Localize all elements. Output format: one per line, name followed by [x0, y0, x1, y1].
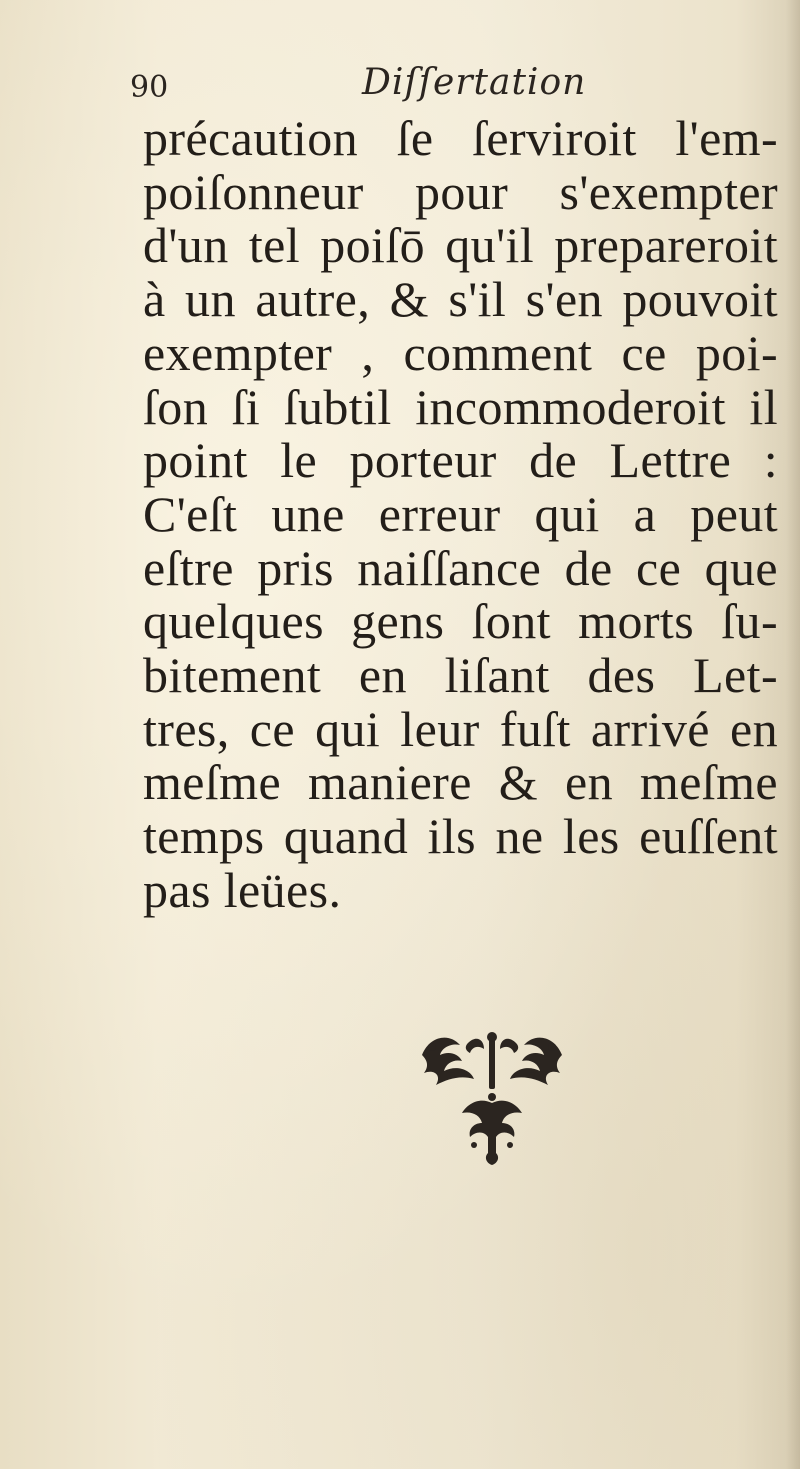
- text-line: ſon ſi ſubtil incommoderoit il: [143, 378, 778, 435]
- text-line: meſme maniere & en meſme: [143, 754, 778, 811]
- running-title: Diſſertation: [362, 62, 587, 103]
- text-line: point le porteur de Lettre :: [143, 432, 778, 489]
- page-number: 90: [130, 70, 169, 105]
- text-line: exempter , comment ce poi-: [143, 324, 778, 381]
- text-line: quelques gens ſont morts ſu-: [143, 593, 778, 650]
- text-line: bitement en liſant des Let-: [143, 647, 778, 704]
- text-line: d'un tel poiſō qu'il prepareroit: [143, 217, 778, 274]
- text-line: à un autre, & s'il s'en pouvoit: [143, 271, 778, 328]
- text-line: précaution ſe ſerviroit l'em-: [143, 110, 778, 166]
- text-line: poiſonneur pour s'exempter: [143, 163, 778, 220]
- text-line: temps quand ils ne les euſſent: [143, 808, 778, 865]
- text-line: C'eſt une erreur qui a peut: [143, 485, 778, 542]
- body-text: [143, 112, 783, 918]
- page-edge-shadow: [786, 0, 800, 1469]
- fleuron-ornament-icon: [412, 1025, 572, 1170]
- text-line: tres, ce qui leur fuſt arrivé en: [143, 700, 778, 757]
- text-line: pas leües.: [143, 861, 342, 918]
- page-header: [130, 62, 630, 112]
- text-line: eſtre pris naiſſance de ce que: [143, 539, 778, 596]
